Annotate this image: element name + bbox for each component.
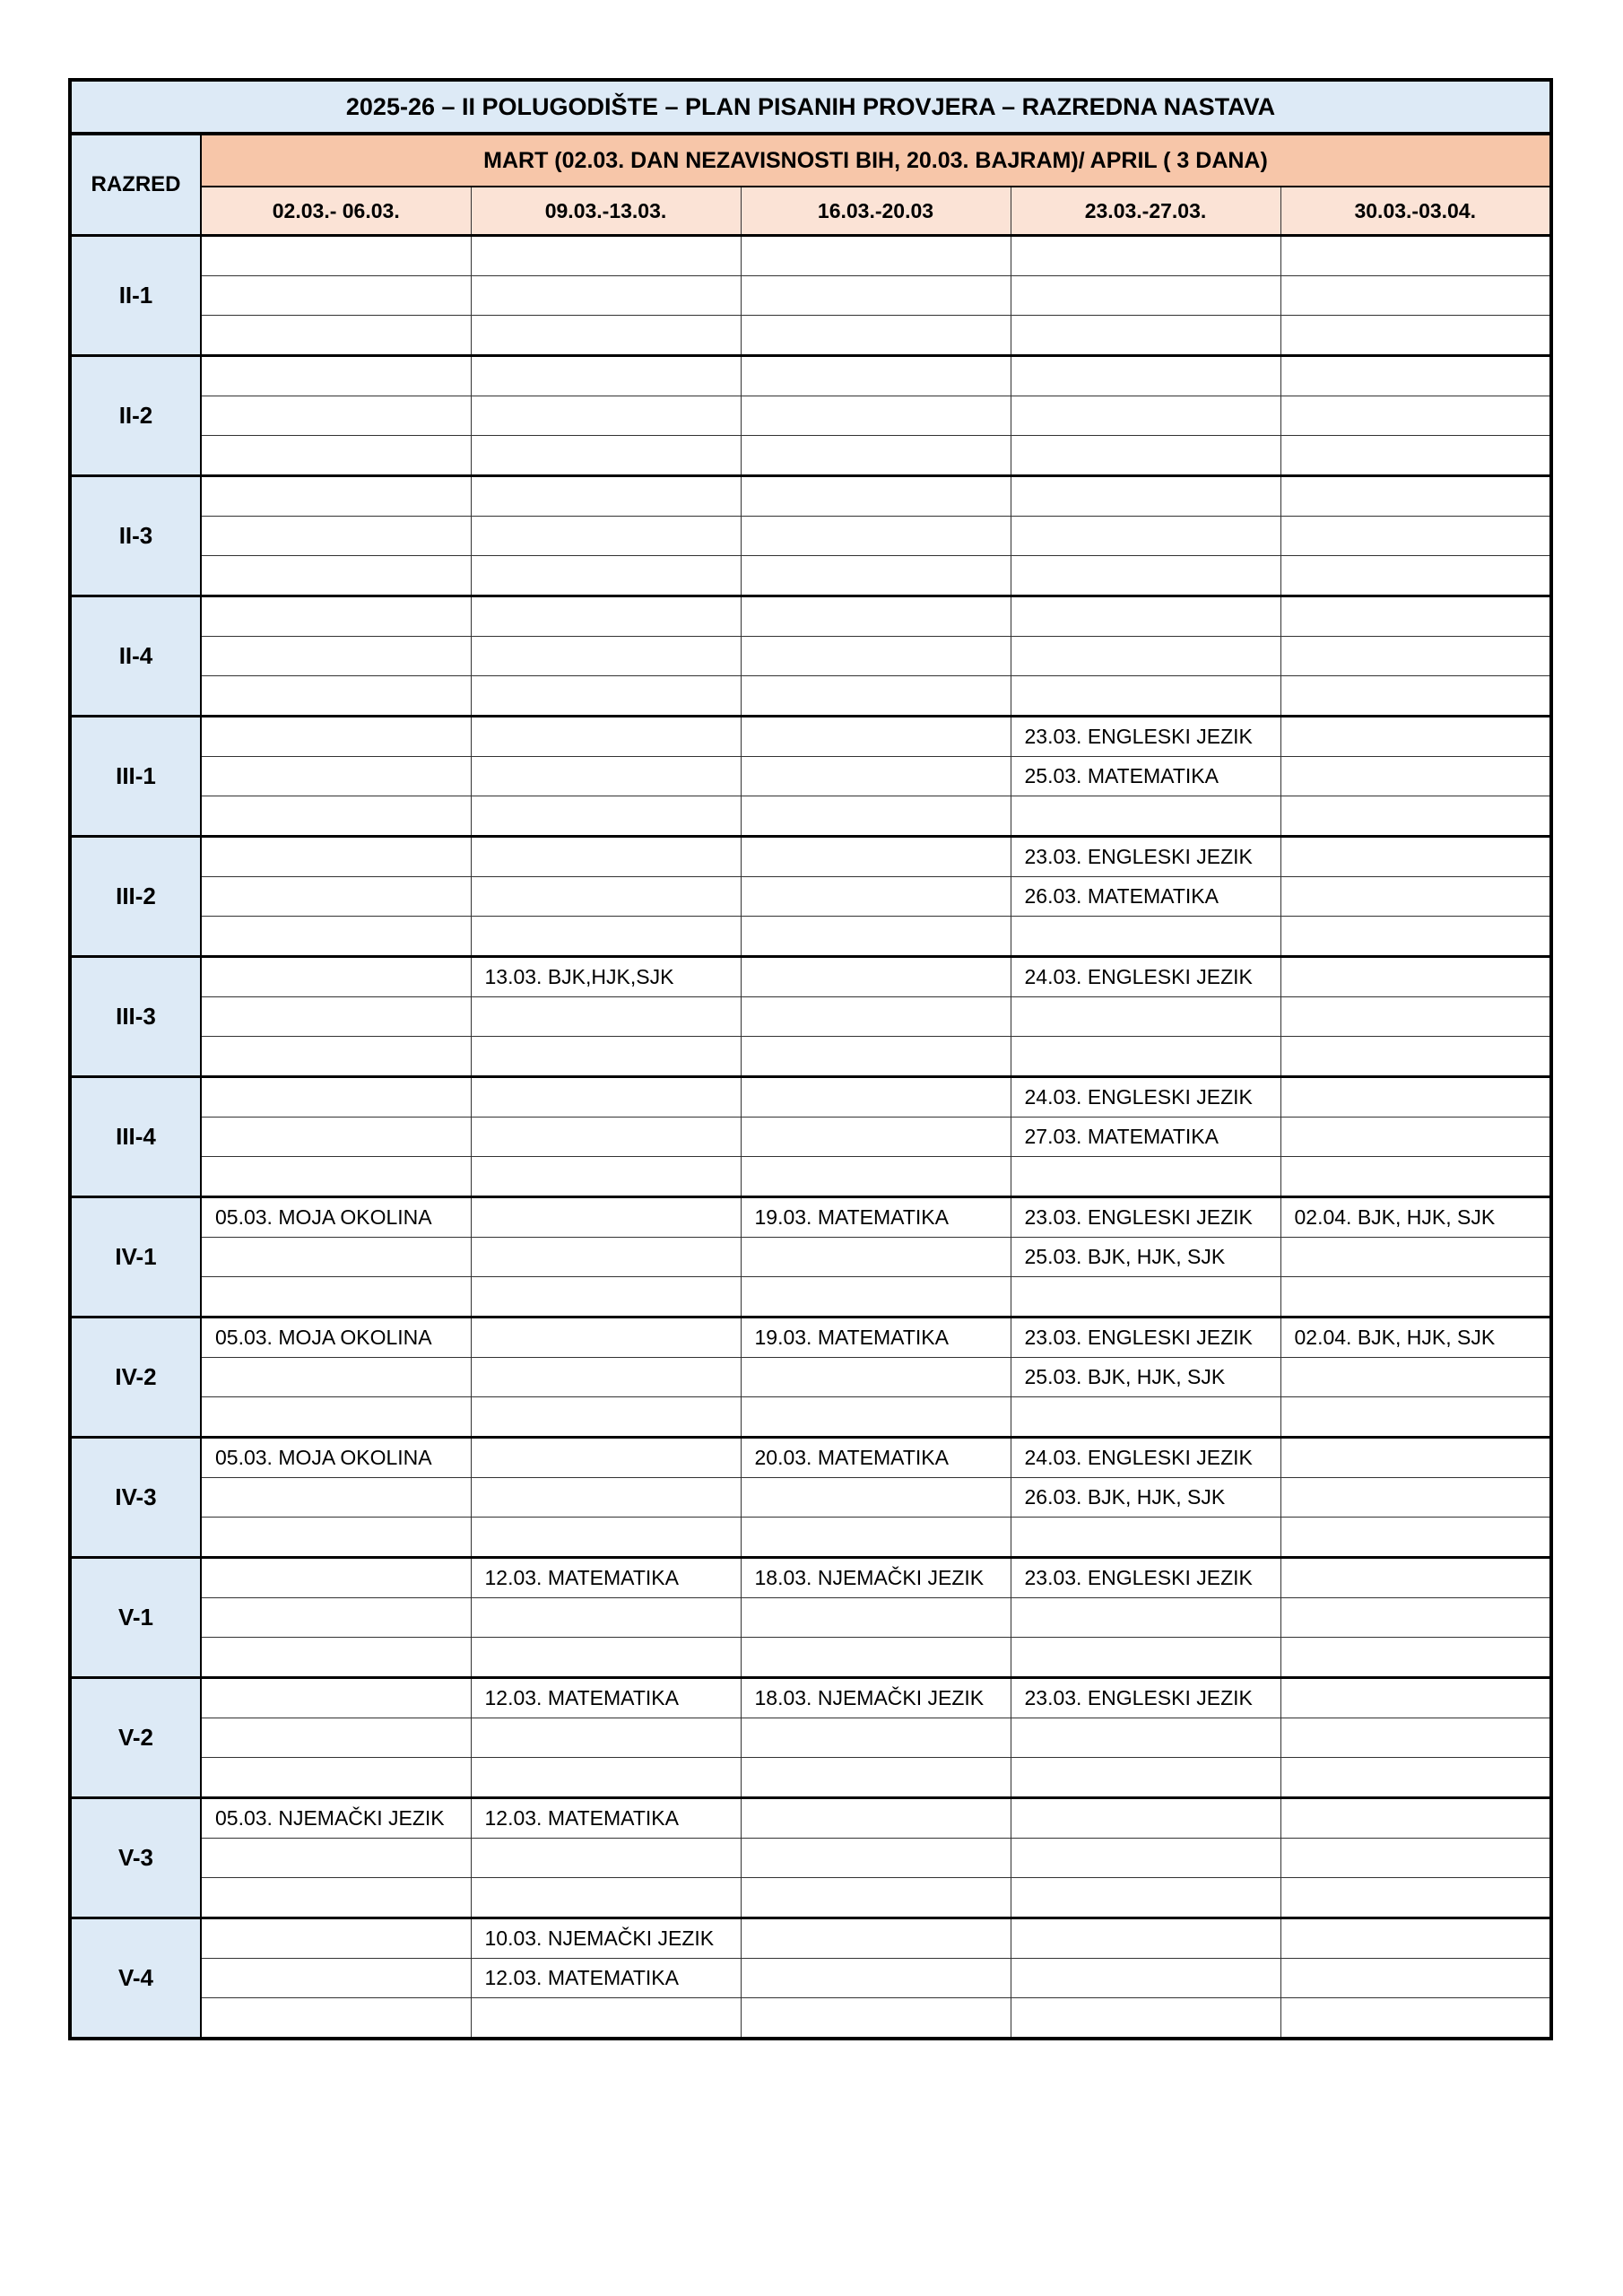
exam-slot [1280,1037,1551,1077]
exam-slot [741,276,1011,316]
exam-slot [741,1118,1011,1157]
exam-slot [1011,236,1280,276]
exam-slot [1280,1998,1551,2039]
table-row [70,436,1551,476]
exam-slot [471,1518,741,1558]
table-row [70,1478,1551,1518]
table-row [70,1277,1551,1318]
exam-slot [471,1998,741,2039]
exam-slot [1280,1918,1551,1959]
exam-slot: 18.03. NJEMAČKI JEZIK [741,1678,1011,1718]
table-row [70,1839,1551,1878]
exam-slot [741,1037,1011,1077]
exam-slot [1280,877,1551,917]
exam-slot [201,997,471,1037]
exam-slot [471,396,741,436]
exam-slot [471,596,741,637]
exam-slot [1011,1878,1280,1918]
exam-slot [1280,436,1551,476]
week-header-row [70,187,1551,236]
exam-slot [1280,1959,1551,1998]
table-row [70,1518,1551,1558]
exam-slot [201,1358,471,1397]
class-label: IV-1 [70,1197,201,1318]
exam-slot [201,1077,471,1118]
exam-slot [741,1277,1011,1318]
exam-slot [471,276,741,316]
table-row [70,1558,1551,1598]
exam-slot [1011,1918,1280,1959]
exam-slot [201,1878,471,1918]
exam-slot [201,356,471,396]
table-row [70,1758,1551,1798]
exam-slot [201,1839,471,1878]
exam-slot [1011,1518,1280,1558]
exam-slot [201,676,471,717]
table-row [70,556,1551,596]
exam-slot [741,1839,1011,1878]
table-row [70,396,1551,436]
exam-slot [471,356,741,396]
exam-slot [201,1397,471,1438]
exam-slot: 19.03. MATEMATIKA [741,1197,1011,1238]
table-row [70,356,1551,396]
table-row [70,1718,1551,1758]
exam-slot [1011,1157,1280,1197]
exam-slot: 10.03. NJEMAČKI JEZIK [471,1918,741,1959]
class-label: V-2 [70,1678,201,1798]
exam-slot [1011,637,1280,676]
exam-slot [741,316,1011,356]
exam-slot: 05.03. MOJA OKOLINA [201,1318,471,1358]
exam-slot [1280,356,1551,396]
table-row [70,1358,1551,1397]
table-row [70,316,1551,356]
table-row [70,676,1551,717]
table-row [70,1598,1551,1638]
exam-slot [201,1157,471,1197]
table-row [70,637,1551,676]
exam-slot [1011,917,1280,957]
exam-slot [1011,356,1280,396]
exam-slot [1280,1558,1551,1598]
exam-slot [471,1077,741,1118]
exam-slot [1280,1878,1551,1918]
exam-slot [741,917,1011,957]
exam-slot [1280,917,1551,957]
table-row [70,1077,1551,1118]
exam-slot [471,1358,741,1397]
exam-slot [1280,957,1551,997]
exam-slot [471,1878,741,1918]
exam-slot [201,1518,471,1558]
exam-slot [1280,1758,1551,1798]
table-row [70,517,1551,556]
exam-slot [471,917,741,957]
exam-slot [471,1438,741,1478]
page-title: 2025-26 – II POLUGODIŠTE – PLAN PISANIH PROVJERA – RAZREDNA NASTAVA [70,80,1551,134]
exam-slot [741,476,1011,517]
exam-slot: 05.03. MOJA OKOLINA [201,1438,471,1478]
exam-slot [201,796,471,837]
exam-slot [741,1598,1011,1638]
class-label: III-1 [70,717,201,837]
exam-slot [741,556,1011,596]
exam-slot [1280,1077,1551,1118]
class-label: III-3 [70,957,201,1077]
exam-slot [1280,316,1551,356]
exam-slot [741,796,1011,837]
exam-slot [471,1839,741,1878]
table-row [70,1118,1551,1157]
table-row [70,1878,1551,1918]
exam-slot [471,556,741,596]
exam-slot [741,637,1011,676]
exam-slot [201,1478,471,1518]
exam-slot [741,877,1011,917]
week-header-2: 09.03.-13.03. [471,187,741,236]
exam-slot [471,877,741,917]
exam-slot [741,997,1011,1037]
exam-slot [741,436,1011,476]
exam-slot: 05.03. NJEMAČKI JEZIK [201,1798,471,1839]
exam-slot [1280,276,1551,316]
exam-slot: 23.03. ENGLESKI JEZIK [1011,837,1280,877]
exam-slot [1280,637,1551,676]
table-row [70,1638,1551,1678]
exam-slot [471,1598,741,1638]
exam-slot [201,1998,471,2039]
exam-slot: 02.04. BJK, HJK, SJK [1280,1197,1551,1238]
exam-slot: 26.03. BJK, HJK, SJK [1011,1478,1280,1518]
exam-slot [1011,1959,1280,1998]
exam-slot [471,1318,741,1358]
exam-slot: 27.03. MATEMATIKA [1011,1118,1280,1157]
exam-slot [201,757,471,796]
exam-slot [741,596,1011,637]
exam-slot [1280,556,1551,596]
exam-slot [201,596,471,637]
razred-column-header: RAZRED [70,134,201,236]
exam-slot [471,1277,741,1318]
exam-slot [201,837,471,877]
exam-slot [1280,1277,1551,1318]
exam-slot [201,1638,471,1678]
exam-slot [1011,556,1280,596]
exam-slot [201,556,471,596]
week-header-5: 30.03.-03.04. [1280,187,1551,236]
exam-slot [1280,1678,1551,1718]
exam-slot: 24.03. ENGLESKI JEZIK [1011,1438,1280,1478]
class-label: III-2 [70,837,201,957]
exam-slot [1011,396,1280,436]
exam-slot [741,676,1011,717]
exam-slot [741,717,1011,757]
exam-slot: 23.03. ENGLESKI JEZIK [1011,717,1280,757]
exam-slot [471,1037,741,1077]
exam-slot: 23.03. ENGLESKI JEZIK [1011,1197,1280,1238]
table-row [70,997,1551,1037]
exam-slot [201,476,471,517]
exam-slot: 23.03. ENGLESKI JEZIK [1011,1318,1280,1358]
exam-slot [201,1277,471,1318]
exam-slot [471,517,741,556]
exam-slot [741,396,1011,436]
exam-slot [201,316,471,356]
exam-slot [1011,1638,1280,1678]
exam-slot: 25.03. BJK, HJK, SJK [1011,1238,1280,1277]
table-row [70,1959,1551,1998]
exam-slot: 12.03. MATEMATIKA [471,1959,741,1998]
exam-slot [201,1678,471,1718]
exam-slot: 23.03. ENGLESKI JEZIK [1011,1678,1280,1718]
exam-slot [471,1157,741,1197]
exam-slot [1280,1397,1551,1438]
table-row [70,1238,1551,1277]
exam-slot [1011,1397,1280,1438]
exam-slot [1280,1638,1551,1678]
exam-slot [1280,1438,1551,1478]
class-label: V-1 [70,1558,201,1678]
exam-slot [741,236,1011,276]
exam-slot [741,1718,1011,1758]
table-row [70,1798,1551,1839]
exam-slot [201,917,471,957]
exam-slot [1011,476,1280,517]
exam-slot [201,637,471,676]
exam-slot [471,1397,741,1438]
exam-slot [201,957,471,997]
exam-slot [1280,1798,1551,1839]
exam-slot [201,517,471,556]
exam-slot [201,1718,471,1758]
exam-slot: 18.03. NJEMAČKI JEZIK [741,1558,1011,1598]
exam-slot [1280,796,1551,837]
exam-slot [1011,596,1280,637]
exam-slot: 25.03. MATEMATIKA [1011,757,1280,796]
table-row [70,596,1551,637]
class-label: II-4 [70,596,201,717]
exam-slot [1011,1998,1280,2039]
exam-slot [201,236,471,276]
exam-slot [1280,517,1551,556]
exam-slot [741,957,1011,997]
exam-slot [471,1118,741,1157]
table-row [70,957,1551,997]
table-row [70,796,1551,837]
exam-slot: 20.03. MATEMATIKA [741,1438,1011,1478]
table-row [70,1197,1551,1238]
exam-slot [741,1918,1011,1959]
exam-slot [1280,1718,1551,1758]
exam-slot [471,637,741,676]
exam-slot [741,1238,1011,1277]
exam-slot [1011,1277,1280,1318]
class-label: IV-2 [70,1318,201,1438]
exam-slot [471,676,741,717]
exam-slot [1280,596,1551,637]
exam-slot [471,1718,741,1758]
table-row [70,276,1551,316]
exam-slot [471,1238,741,1277]
exam-slot [1011,316,1280,356]
exam-slot: 25.03. BJK, HJK, SJK [1011,1358,1280,1397]
exam-slot [201,1918,471,1959]
table-row [70,917,1551,957]
class-label: V-4 [70,1918,201,2039]
exam-slot [471,997,741,1037]
exam-slot [471,1758,741,1798]
exam-slot [741,1998,1011,2039]
table-row [70,1678,1551,1718]
exam-slot [1011,796,1280,837]
exam-slot [1011,436,1280,476]
exam-slot [1011,1758,1280,1798]
exam-slot [471,717,741,757]
exam-slot [471,236,741,276]
exam-slot [201,1758,471,1798]
week-header-4: 23.03.-27.03. [1011,187,1280,236]
exam-slot [471,757,741,796]
exam-slot [1280,1157,1551,1197]
table-row [70,476,1551,517]
exam-slot [741,1157,1011,1197]
exam-slot [741,356,1011,396]
exam-slot [471,316,741,356]
exam-slot [1011,1839,1280,1878]
exam-slot [201,877,471,917]
exam-slot: 12.03. MATEMATIKA [471,1678,741,1718]
exam-slot [741,1358,1011,1397]
exam-slot [1280,997,1551,1037]
exam-slot [741,1478,1011,1518]
exam-slot [201,1118,471,1157]
table-row [70,1318,1551,1358]
exam-slot [1280,1238,1551,1277]
class-label: III-4 [70,1077,201,1197]
class-label: II-1 [70,236,201,356]
exam-slot: 24.03. ENGLESKI JEZIK [1011,957,1280,997]
exam-slot [1280,1518,1551,1558]
exam-slot [1280,837,1551,877]
exam-slot [201,1959,471,1998]
table-row [70,1037,1551,1077]
exam-slot [201,1598,471,1638]
exam-slot [471,1197,741,1238]
test-plan-table [68,78,1553,2040]
week-header-1: 02.03.- 06.03. [201,187,471,236]
exam-slot [741,1878,1011,1918]
exam-slot [741,1638,1011,1678]
table-row [70,757,1551,796]
exam-slot: 13.03. BJK,HJK,SJK [471,957,741,997]
exam-slot [471,1478,741,1518]
exam-slot [201,396,471,436]
exam-slot [1280,236,1551,276]
exam-slot [1011,1718,1280,1758]
exam-slot [741,1758,1011,1798]
table-row [70,837,1551,877]
exam-slot [1011,517,1280,556]
exam-slot [201,1238,471,1277]
class-label: V-3 [70,1798,201,1918]
exam-slot [201,1558,471,1598]
exam-slot [471,476,741,517]
exam-slot [1011,997,1280,1037]
exam-slot [201,1037,471,1077]
exam-slot [1280,476,1551,517]
exam-slot [741,1397,1011,1438]
exam-slot: 12.03. MATEMATIKA [471,1558,741,1598]
class-label: II-2 [70,356,201,476]
exam-slot [1280,1358,1551,1397]
month-header: MART (02.03. DAN NEZAVISNOSTI BIH, 20.03. BAJRAM)/ APRIL ( 3 DANA) [201,134,1551,187]
exam-slot [741,837,1011,877]
table-row [70,1918,1551,1959]
exam-slot [741,1798,1011,1839]
exam-slot [1280,1839,1551,1878]
table-row [70,1397,1551,1438]
exam-slot [1011,1037,1280,1077]
exam-slot [1280,396,1551,436]
exam-slot [741,1959,1011,1998]
exam-slot: 12.03. MATEMATIKA [471,1798,741,1839]
exam-slot [741,1077,1011,1118]
exam-slot [741,517,1011,556]
exam-slot [1011,276,1280,316]
exam-slot [1280,717,1551,757]
exam-slot [1011,1798,1280,1839]
exam-slot [1280,1478,1551,1518]
table-row [70,877,1551,917]
week-header-3: 16.03.-20.03 [741,187,1011,236]
exam-slot: 02.04. BJK, HJK, SJK [1280,1318,1551,1358]
exam-slot: 19.03. MATEMATIKA [741,1318,1011,1358]
exam-slot [201,276,471,316]
exam-slot [1011,676,1280,717]
exam-slot [201,717,471,757]
exam-slot [1280,1598,1551,1638]
exam-slot [471,837,741,877]
exam-slot [1280,757,1551,796]
table-row [70,1157,1551,1197]
table-row [70,236,1551,276]
class-label: II-3 [70,476,201,596]
exam-slot [741,1518,1011,1558]
exam-slot [201,436,471,476]
exam-slot [1011,1598,1280,1638]
exam-slot [1280,1118,1551,1157]
exam-slot: 26.03. MATEMATIKA [1011,877,1280,917]
table-row [70,1438,1551,1478]
exam-slot [1280,676,1551,717]
exam-slot: 23.03. ENGLESKI JEZIK [1011,1558,1280,1598]
class-label: IV-3 [70,1438,201,1558]
exam-slot: 24.03. ENGLESKI JEZIK [1011,1077,1280,1118]
table-row [70,1998,1551,2039]
exam-slot [471,796,741,837]
exam-slot [741,757,1011,796]
exam-slot [471,436,741,476]
exam-slot: 05.03. MOJA OKOLINA [201,1197,471,1238]
table-row [70,717,1551,757]
exam-slot [471,1638,741,1678]
